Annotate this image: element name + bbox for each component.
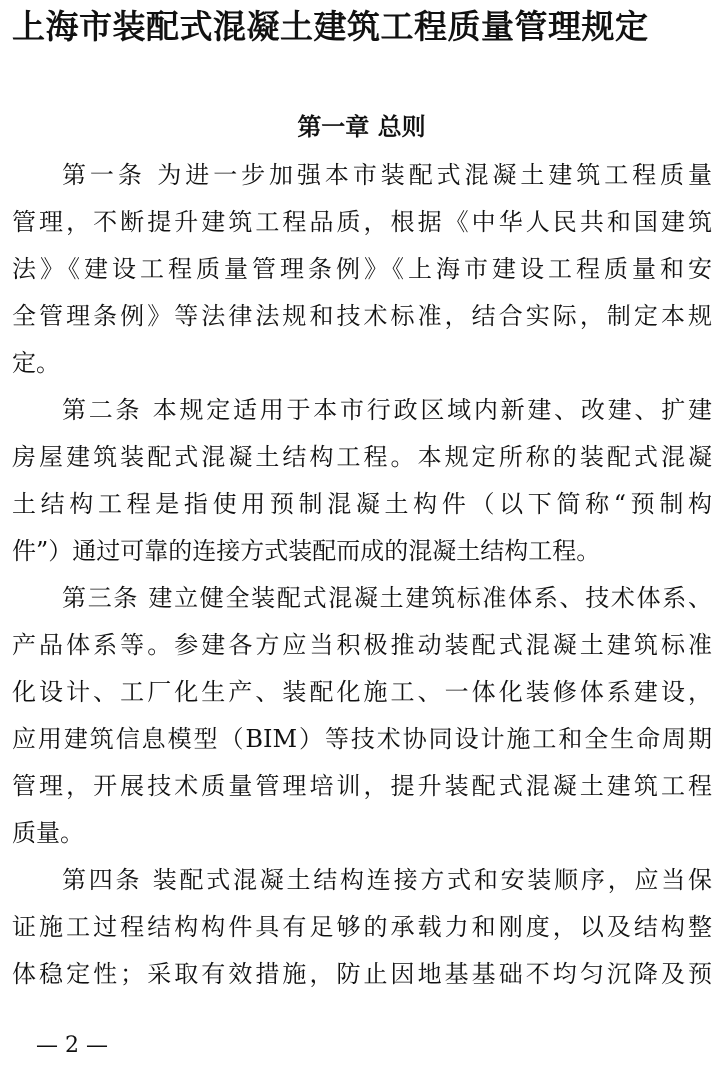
article-1 xyxy=(12,152,712,387)
text-line: 第一条 为进一步加强本市装配式混凝土建筑工程质量 xyxy=(62,161,712,189)
article-2 xyxy=(12,387,712,575)
text-line: 应用建筑信息模型（BIM）等技术协同设计施工和全生命周期 xyxy=(12,725,712,753)
text-line: 产品体系等。参建各方应当积极推动装配式混凝土建筑标准 xyxy=(12,631,712,659)
text-line: 全管理条例》等法律法规和技术标准，结合实际，制定本规 xyxy=(12,302,712,330)
text-line: 化设计、工厂化生产、装配化施工、一体化装修体系建设， xyxy=(12,678,712,706)
text-line: 法》《建设工程质量管理条例》《上海市建设工程质量和安 xyxy=(12,255,712,283)
text-line: 证施工过程结构构件具有足够的承载力和刚度，以及结构整 xyxy=(12,913,712,941)
chapter-heading: 第一章 总则 xyxy=(297,113,426,141)
text-line: 管理，不断提升建筑工程品质，根据《中华人民共和国建筑 xyxy=(12,208,712,236)
text-line: 定。 xyxy=(12,349,60,377)
text-line: 管理，开展技术质量管理培训，提升装配式混凝土建筑工程 xyxy=(12,772,712,800)
text-line: 第三条 建立健全装配式混凝土建筑标准体系、技术体系、 xyxy=(62,584,712,612)
text-line: 体稳定性；采取有效措施，防止因地基基础不均匀沉降及预 xyxy=(12,960,712,988)
page-number: — 2 — xyxy=(36,1033,108,1058)
text-line: 房屋建筑装配式混凝土结构工程。本规定所称的装配式混凝 xyxy=(12,443,712,471)
text-line: 土结构工程是指使用预制混凝土构件（以下简称“预制构 xyxy=(12,490,712,518)
text-line: 件”）通过可靠的连接方式装配而成的混凝土结构工程。 xyxy=(12,537,601,565)
text-line: 第四条 装配式混凝土结构连接方式和安装顺序，应当保 xyxy=(62,866,712,894)
text-line: 第二条 本规定适用于本市行政区域内新建、改建、扩建 xyxy=(62,396,712,424)
document-body xyxy=(12,152,712,998)
document-title: 上海市装配式混凝土建筑工程质量管理规定 xyxy=(12,7,649,46)
article-4 xyxy=(12,857,712,998)
text-line: 质量。 xyxy=(12,819,84,847)
article-3 xyxy=(12,575,712,857)
